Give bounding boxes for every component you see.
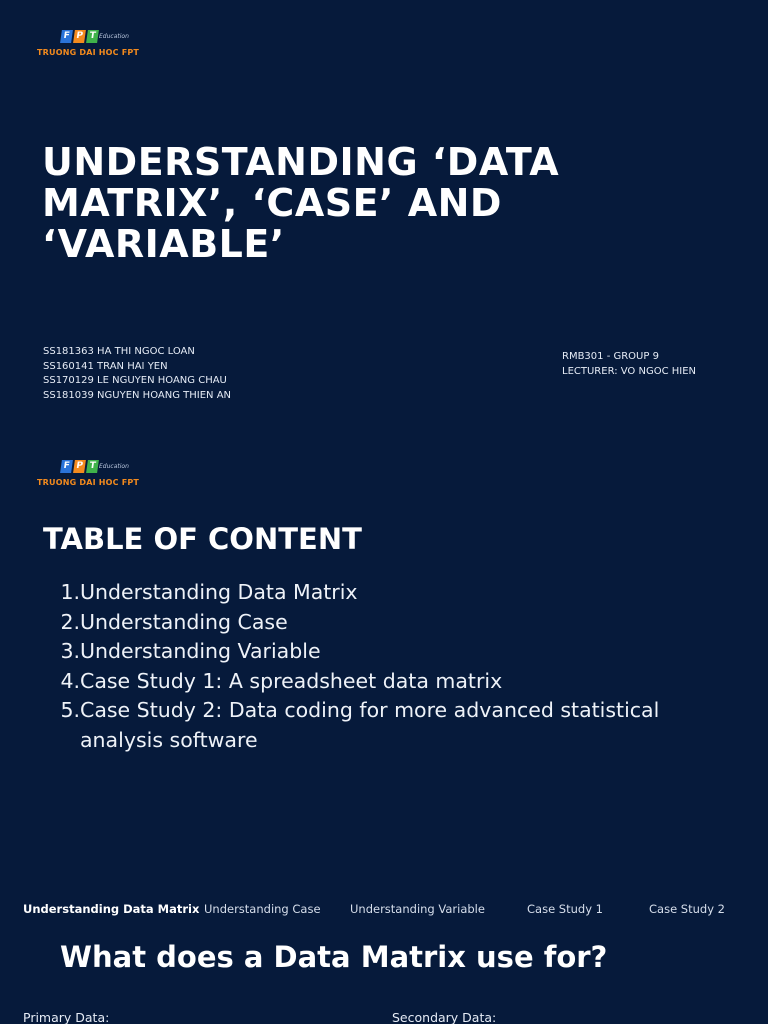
course-info — [562, 350, 696, 379]
member-name: SS181039 NGUYEN HOANG THIEN AN — [43, 389, 232, 401]
title-line: ‘VARIABLE’ — [42, 222, 285, 266]
group-members — [43, 345, 231, 403]
toc-item — [58, 637, 718, 667]
nav-item-case[interactable]: Understanding Case — [204, 902, 321, 916]
logo-letter-f: F — [60, 460, 73, 473]
fpt-logo — [37, 30, 147, 64]
logo-school-name: TRUONG DAI HOC FPT — [37, 48, 140, 57]
logo-school-name: TRUONG DAI HOC FPT — [37, 478, 140, 487]
toc-item — [58, 608, 718, 638]
logo-education-text: Education — [99, 463, 129, 470]
fpt-letters — [61, 30, 98, 43]
logo-letter-p: P — [73, 30, 86, 43]
toc-text: Case Study 1: A spreadsheet data matrix — [80, 668, 503, 693]
section-nav — [0, 902, 768, 920]
toc-text: Case Study 2: Data coding for more advanced statistical — [80, 698, 660, 722]
course-group: RMB301 - GROUP 9 — [562, 351, 659, 362]
toc-item-continued — [58, 726, 718, 756]
primary-data-label: Primary Data: — [23, 1010, 110, 1024]
member-name: SS181363 HA THI NGOC LOAN — [43, 346, 195, 357]
nav-item-case-study-2[interactable]: Case Study 2 — [649, 902, 725, 916]
logo-letter-p: P — [73, 460, 86, 473]
fpt-logo — [37, 460, 147, 494]
logo-education-text: Education — [99, 33, 129, 40]
toc-number: 3. — [60, 639, 80, 663]
toc-text: analysis software — [80, 727, 258, 752]
secondary-data-label: Secondary Data: — [392, 1010, 497, 1024]
toc-title: TABLE OF CONTENT — [43, 522, 362, 556]
logo-letter-t: T — [86, 30, 99, 43]
nav-item-data-matrix[interactable]: Understanding Data Matrix — [23, 902, 200, 916]
fpt-letters — [61, 460, 98, 473]
toc-list — [58, 578, 718, 755]
toc-item — [58, 667, 718, 697]
toc-number: 1. — [60, 580, 80, 604]
toc-text: Understanding Variable — [80, 639, 321, 663]
toc-number — [58, 726, 80, 756]
toc-number: 2. — [60, 609, 80, 634]
nav-item-variable[interactable]: Understanding Variable — [350, 902, 485, 916]
toc-text: Understanding Data Matrix — [80, 580, 358, 604]
section-heading: What does a Data Matrix use for? — [60, 940, 608, 974]
toc-text: Understanding Case — [80, 609, 288, 634]
title-line: MATRIX’, ‘CASE’ AND — [42, 181, 502, 225]
lecturer-name: LECTURER: VO NGOC HIEN — [562, 365, 696, 377]
logo-letter-f: F — [60, 30, 73, 43]
toc-number: 5. — [60, 698, 80, 722]
nav-item-case-study-1[interactable]: Case Study 1 — [527, 902, 603, 916]
toc-item — [58, 696, 718, 726]
toc-number: 4. — [60, 668, 80, 693]
member-name: SS160141 TRAN HAI YEN — [43, 360, 168, 372]
member-name: SS170129 LE NGUYEN HOANG CHAU — [43, 375, 227, 386]
title-line: UNDERSTANDING ‘DATA — [42, 140, 560, 184]
logo-letter-t: T — [86, 460, 99, 473]
slide-title — [42, 142, 602, 265]
toc-item — [58, 578, 718, 608]
